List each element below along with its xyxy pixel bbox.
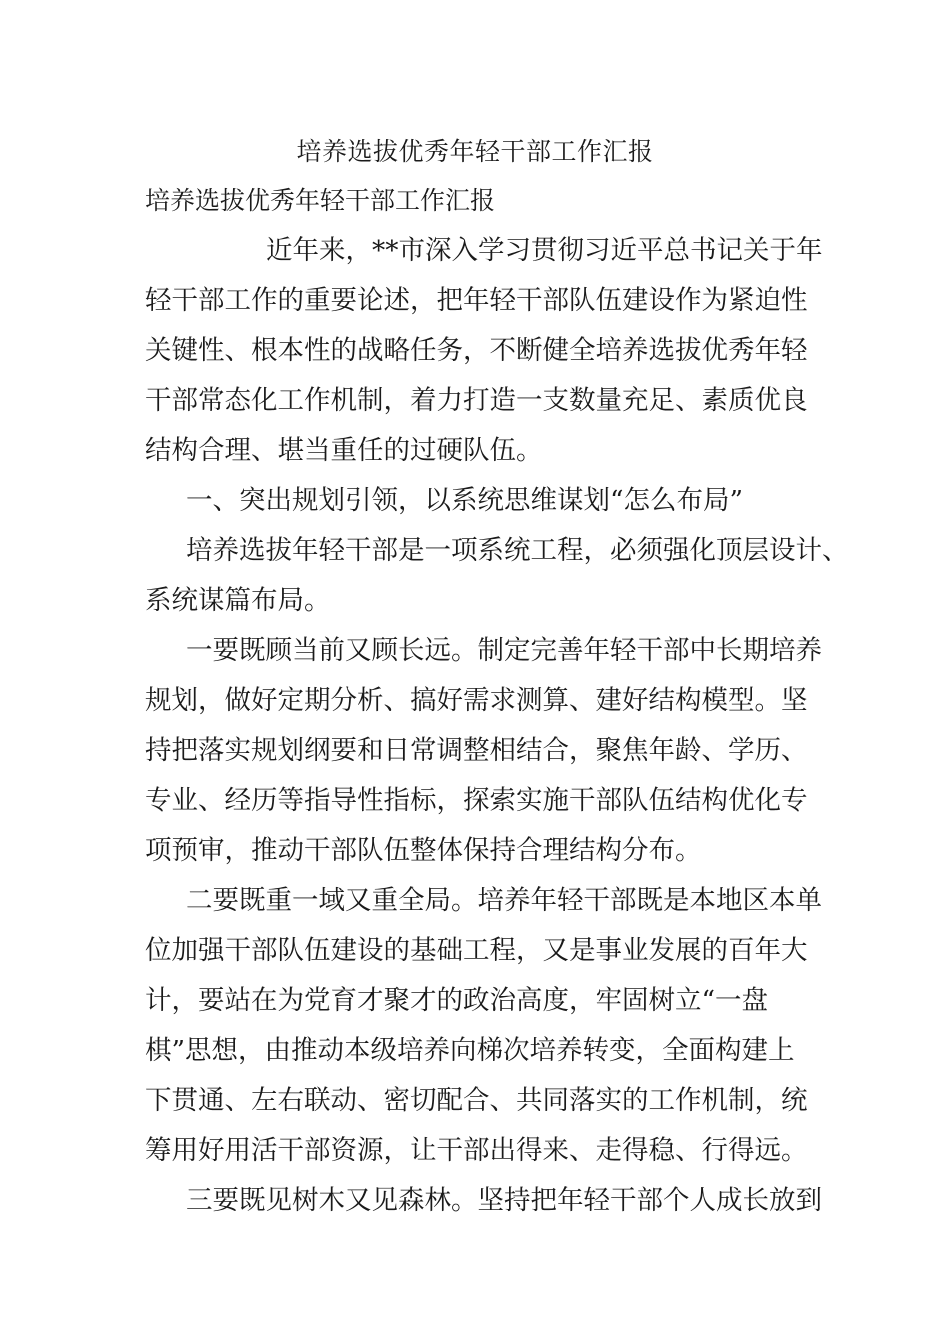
paragraph-line: 近年来，**市深入学习贯彻习近平总书记关于年: [266, 235, 823, 266]
paragraph-line: 培养选拔年轻干部是一项系统工程，必须强化顶层设计、: [186, 535, 849, 566]
paragraph-line: 位加强干部队伍建设的基础工程，又是事业发展的百年大: [145, 935, 808, 966]
paragraph-line: 下贯通、左右联动、密切配合、共同落实的工作机制，统: [145, 1085, 808, 1116]
paragraph-line: 轻干部工作的重要论述，把年轻干部队伍建设作为紧迫性: [145, 285, 808, 316]
paragraph-line: 专业、经历等指导性指标，探索实施干部队伍结构优化专: [145, 785, 808, 816]
paragraph-line: 棋”思想，由推动本级培养向梯次培养转变，全面构建上: [145, 1035, 795, 1066]
document-subtitle: 培养选拔优秀年轻干部工作汇报: [145, 186, 496, 215]
paragraph-line: 一要既顾当前又顾长远。制定完善年轻干部中长期培养: [186, 635, 822, 666]
section-heading: 一、突出规划引领，以系统思维谋划“怎么布局”: [186, 485, 744, 516]
paragraph-line: 项预审，推动干部队伍整体保持合理结构分布。: [145, 835, 702, 866]
paragraph-line: 关键性、根本性的战略任务，不断健全培养选拔优秀年轻: [145, 335, 808, 366]
paragraph-line: 结构合理、堪当重任的过硬队伍。: [145, 435, 543, 466]
document-title: 培养选拔优秀年轻干部工作汇报: [296, 137, 654, 166]
paragraph-line: 持把落实规划纲要和日常调整相结合，聚焦年龄、学历、: [145, 735, 808, 766]
paragraph-line: 筹用好用活干部资源，让干部出得来、走得稳、行得远。: [145, 1135, 808, 1166]
paragraph-line: 三要既见树木又见森林。坚持把年轻干部个人成长放到: [186, 1185, 822, 1216]
paragraph-line: 计，要站在为党育才聚才的政治高度，牢固树立“一盘: [145, 985, 769, 1016]
paragraph-line: 系统谋篇布局。: [145, 585, 331, 616]
paragraph-line: 二要既重一域又重全局。培养年轻干部既是本地区本单: [186, 885, 822, 916]
paragraph-line: 干部常态化工作机制，着力打造一支数量充足、素质优良: [145, 385, 808, 416]
paragraph-line: 规划，做好定期分析、搞好需求测算、建好结构模型。坚: [145, 685, 808, 716]
